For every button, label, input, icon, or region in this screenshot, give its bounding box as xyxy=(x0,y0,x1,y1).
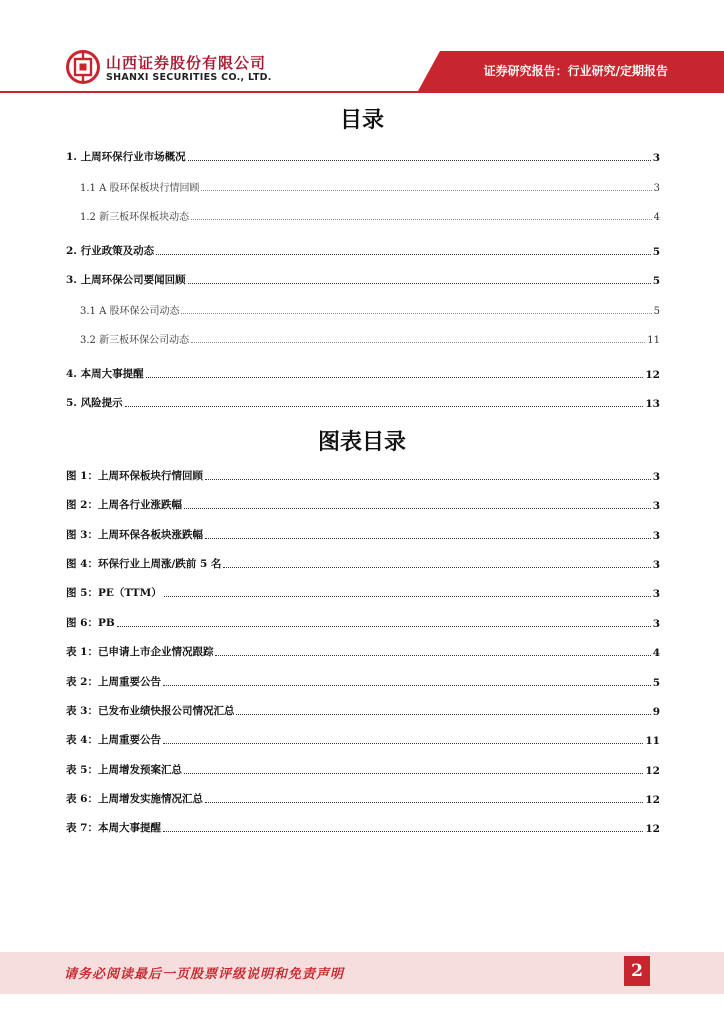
header-divider xyxy=(0,91,724,93)
dot-leader xyxy=(184,773,643,774)
figure-entry[interactable] xyxy=(66,790,660,806)
figure-entry[interactable] xyxy=(66,761,660,777)
entry-page-number: 3 xyxy=(652,500,660,512)
dot-leader xyxy=(125,406,644,407)
dot-leader xyxy=(117,626,651,627)
entry-page-number: 5 xyxy=(652,246,660,258)
entry-page-number: 3 xyxy=(652,530,660,542)
dot-leader xyxy=(223,567,650,568)
entry-label: 图 4：环保行业上周涨/跌前 5 名 xyxy=(66,558,222,570)
entry-label: 1.2 新三板环保板块动态 xyxy=(80,212,190,223)
figure-entry[interactable] xyxy=(66,496,660,512)
dot-leader xyxy=(163,831,643,832)
disclaimer-notice: 请务必阅读最后一页股票评级说明和免责声明 xyxy=(64,967,345,982)
entry-label: 2. 行业政策及动态 xyxy=(66,245,155,257)
entry-page-number: 9 xyxy=(652,706,660,718)
figure-entry[interactable] xyxy=(66,584,660,600)
figure-entry[interactable] xyxy=(66,702,660,718)
figure-entry[interactable] xyxy=(66,467,660,483)
entry-page-number: 11 xyxy=(647,335,660,346)
entry-page-number: 12 xyxy=(645,369,660,381)
report-type-label: 证券研究报告：行业研究/定期报告 xyxy=(483,64,668,78)
entry-page-number: 12 xyxy=(645,794,660,806)
dot-leader xyxy=(188,160,651,161)
entry-label: 4. 本周大事提醒 xyxy=(66,368,144,380)
entry-page-number: 4 xyxy=(652,647,660,659)
entry-page-number: 12 xyxy=(645,765,660,777)
entry-page-number: 5 xyxy=(653,306,660,317)
page-header xyxy=(0,0,724,100)
dot-leader xyxy=(146,377,644,378)
entry-label: 表 3：已发布业绩快报公司情况汇总 xyxy=(66,705,235,717)
entry-label: 1.1 A 股环保板块行情回顾 xyxy=(80,183,200,194)
dot-leader xyxy=(181,313,651,314)
entry-page-number: 4 xyxy=(653,212,660,223)
entry-label: 表 7：本周大事提醒 xyxy=(66,822,161,834)
dot-leader xyxy=(205,802,643,803)
entry-page-number: 5 xyxy=(652,677,660,689)
entry-label: 3. 上周环保公司要闻回顾 xyxy=(66,274,186,286)
dot-leader xyxy=(188,283,651,284)
dot-leader xyxy=(191,342,645,343)
figure-entry[interactable] xyxy=(66,643,660,659)
figure-entry[interactable] xyxy=(66,819,660,835)
figure-entry[interactable] xyxy=(66,614,660,630)
entry-label: 表 1：已申请上市企业情况跟踪 xyxy=(66,646,214,658)
toc-entry[interactable] xyxy=(66,330,660,346)
entry-label: 1. 上周环保行业市场概况 xyxy=(66,151,186,163)
entry-page-number: 3 xyxy=(652,588,660,600)
entry-page-number: 3 xyxy=(652,152,660,164)
toc-entry[interactable] xyxy=(66,178,660,194)
entry-page-number: 5 xyxy=(652,275,660,287)
dot-leader xyxy=(205,538,651,539)
toc-entry[interactable] xyxy=(66,242,660,258)
entry-page-number: 3 xyxy=(653,183,660,194)
company-name-cn: 山西证券股份有限公司 xyxy=(106,54,267,72)
entry-label: 表 6：上周增发实施情况汇总 xyxy=(66,793,203,805)
entry-label: 图 3：上周环保各板块涨跌幅 xyxy=(66,529,203,541)
figure-entry[interactable] xyxy=(66,526,660,542)
figure-entry[interactable] xyxy=(66,555,660,571)
entry-page-number: 12 xyxy=(645,823,660,835)
dot-leader xyxy=(205,479,651,480)
entry-page-number: 3 xyxy=(652,618,660,630)
entry-label: 3.1 A 股环保公司动态 xyxy=(80,306,180,317)
dot-leader xyxy=(236,714,650,715)
entry-page-number: 13 xyxy=(645,398,660,410)
entry-page-number: 11 xyxy=(645,735,660,747)
entry-label: 5. 风险提示 xyxy=(66,397,123,409)
entry-label: 表 5：上周增发预案汇总 xyxy=(66,764,182,776)
dot-leader xyxy=(184,508,651,509)
toc-entry[interactable] xyxy=(66,301,660,317)
page-number: 2 xyxy=(624,956,650,986)
toc-entry[interactable] xyxy=(66,207,660,223)
shanxi-securities-logo-icon xyxy=(66,50,100,84)
toc-title: 目录 xyxy=(339,108,384,133)
dot-leader xyxy=(156,254,651,255)
dot-leader xyxy=(163,743,643,744)
entry-label: 图 6：PB xyxy=(66,617,115,629)
entry-label: 图 5：PE（TTM） xyxy=(66,587,162,599)
entry-label: 图 2：上周各行业涨跌幅 xyxy=(66,499,182,511)
toc-entry[interactable] xyxy=(66,365,660,381)
dot-leader xyxy=(201,190,651,191)
toc-entry[interactable] xyxy=(66,271,660,287)
toc-entry[interactable] xyxy=(66,148,660,164)
entry-label: 图 1：上周环保板块行情回顾 xyxy=(66,470,203,482)
entry-label: 表 2：上周重要公告 xyxy=(66,676,161,688)
dot-leader xyxy=(164,596,651,597)
entry-label: 3.2 新三板环保公司动态 xyxy=(80,335,190,346)
toc-entry[interactable] xyxy=(66,394,660,410)
entry-page-number: 3 xyxy=(652,559,660,571)
entry-label: 表 4：上周重要公告 xyxy=(66,734,161,746)
dot-leader xyxy=(191,219,652,220)
figure-entry[interactable] xyxy=(66,731,660,747)
dot-leader xyxy=(215,655,650,656)
figure-entry[interactable] xyxy=(66,673,660,689)
dot-leader xyxy=(163,685,651,686)
figures-title: 图表目录 xyxy=(317,430,406,455)
entry-page-number: 3 xyxy=(652,471,660,483)
company-name-en: SHANXI SECURITIES CO., LTD. xyxy=(106,72,272,83)
